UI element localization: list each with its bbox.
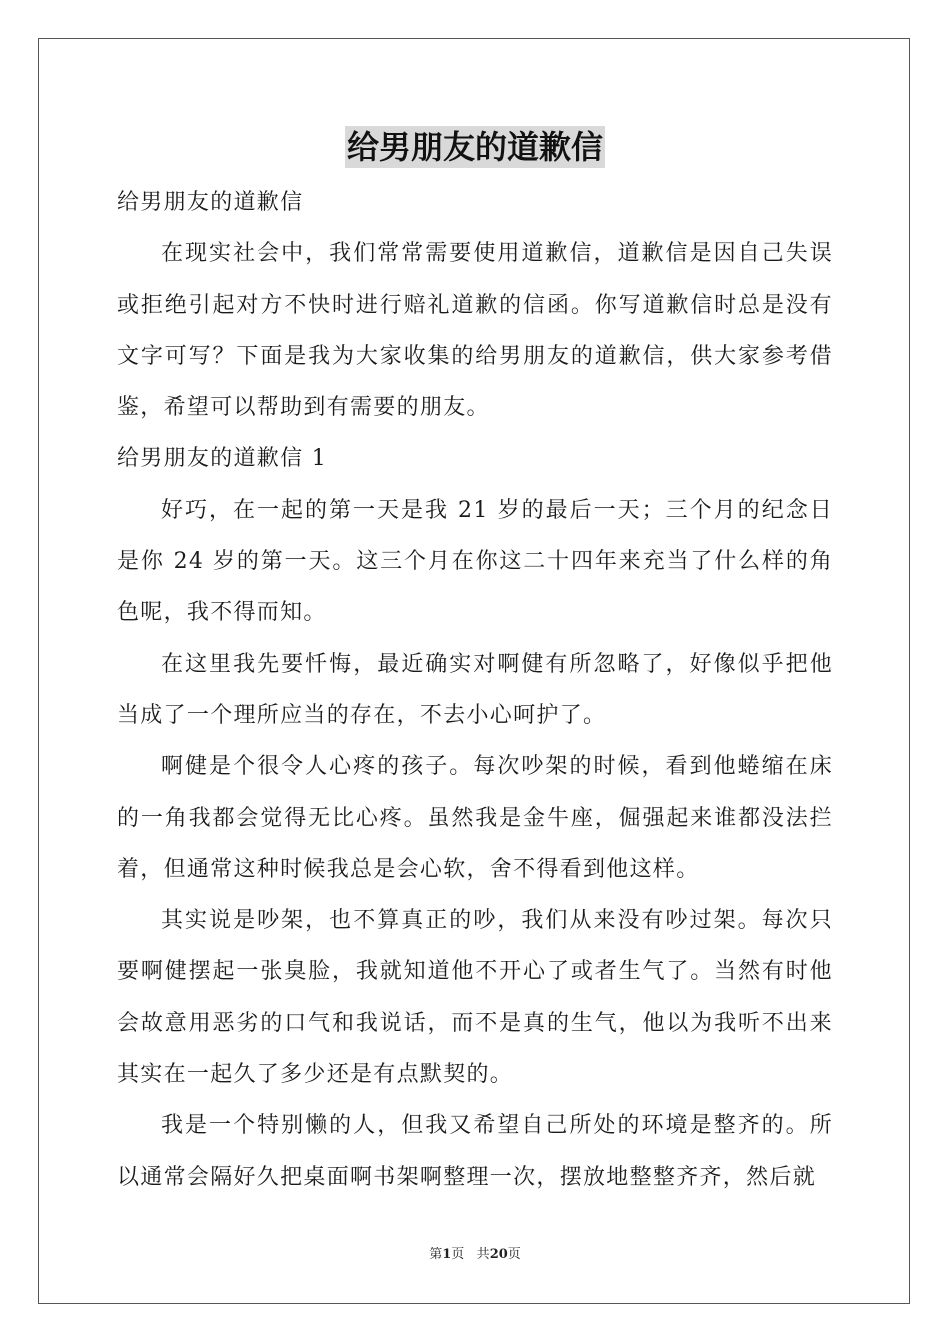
body-paragraph: 在这里我先要忏悔，最近确实对啊健有所忽略了，好像似乎把他当成了一个理所应当的存在，不去小心呵护了。 (117, 651, 833, 728)
page-footer (0, 1246, 950, 1264)
body-paragraph: 啊健是个很令人心疼的孩子。每次吵架的时候，看到他蜷缩在床的一角我都会觉得无比心疼。虽然我是金牛座，倔强起来谁都没法拦着，但通常这种时候我总是会心软，舍不得看到他这样。 (117, 754, 833, 882)
total-prefix: 共 (476, 1247, 490, 1262)
document-title: 给男朋友的道歉信 (346, 128, 603, 166)
body-paragraph: 我是一个特别懒的人，但我又希望自己所处的环境是整齐的。所以通常会隔好久把桌面啊书架啊整理一次，摆放地整整齐齐，然后就 (117, 1113, 833, 1190)
body-paragraph: 其实说是吵架，也不算真正的吵，我们从来没有吵过架。每次只要啊健摆起一张臭脸，我就知道他不开心了或者生气了。当然有时他会故意用恶劣的口气和我说话，而不是真的生气，他以为我听不出来其实在一起久了多少还是有点默契的。 (117, 908, 833, 1088)
intro-paragraph: 在现实社会中，我们常常需要使用道歉信，道歉信是因自己失误或拒绝引起对方不快时进行赔礼道歉的信函。你写道歉信时总是没有文字可写？下面是我为大家收集的给男朋友的道歉信，供大家参考借鉴，希望可以帮助到有需要的朋友。 (117, 241, 833, 421)
body-paragraph: 好巧，在一起的第一天是我 21 岁的最后一天；三个月的纪念日是你 24 岁的第一天。这三个月在你这二十四年来充当了什么样的角色呢，我不得而知。 (117, 497, 833, 626)
total-unit: 页 (507, 1247, 521, 1262)
page-unit: 页 (451, 1247, 465, 1262)
section-heading: 给男朋友的道歉信 (117, 190, 304, 215)
page-current-number: 1 (442, 1247, 452, 1262)
total-pages-number: 20 (489, 1247, 508, 1262)
section-heading: 给男朋友的道歉信 1 (117, 446, 327, 472)
document-body (117, 177, 833, 1203)
document-title-wrapper (0, 126, 950, 172)
page-prefix: 第 (429, 1247, 443, 1262)
